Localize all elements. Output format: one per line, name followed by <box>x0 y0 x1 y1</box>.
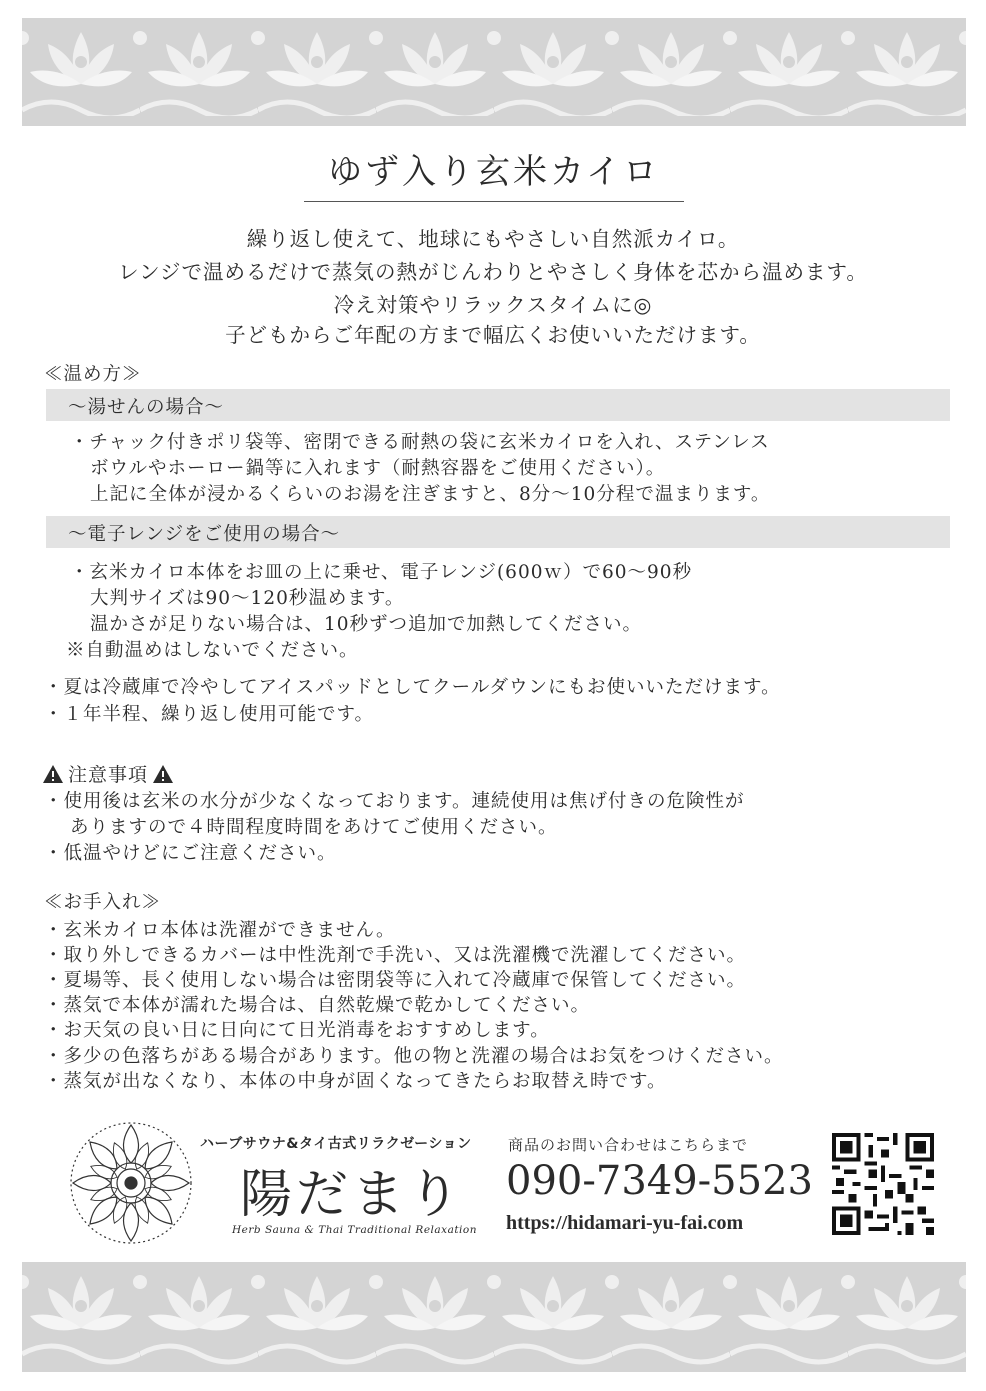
microwave-line-4: ※自動温めはしないでください。 <box>66 640 359 661</box>
caution-line-2: ありますので４時間程度時間をあけてご使用ください。 <box>70 817 558 838</box>
page-title: ゆず入り玄米カイロ <box>304 144 684 202</box>
bath-line-2: ボウルやホーロー鍋等に入れます（耐熱容器をご使用ください）。 <box>90 458 666 479</box>
care-heading: ≪お手入れ≫ <box>44 892 162 913</box>
bath-method-bar <box>46 389 950 421</box>
microwave-line-3: 温かさが足りない場合は、10秒ずつ追加で加熱してください。 <box>90 614 643 635</box>
care-line-6: ・多少の色落ちがある場合があります。他の物と洗濯の場合はお気をつけください。 <box>44 1046 784 1067</box>
warning-icon <box>152 764 174 784</box>
care-line-5: ・お天気の良い日に日向にて日光消毒をおすすめします。 <box>44 1020 550 1041</box>
bath-method-label: 〜湯せんの場合〜 <box>68 397 225 418</box>
top-decorative-band <box>22 18 966 126</box>
shop-english-name: Herb Sauna & Thai Traditional Relaxation <box>232 1224 477 1236</box>
microwave-method-label: 〜電子レンジをご使用の場合〜 <box>68 524 341 545</box>
note-line-1: ・夏は冷蔵庫で冷やしてアイスパッドとしてクールダウンにもお使いいただけます。 <box>44 677 781 698</box>
website-link[interactable]: https://hidamari-yu-fai.com <box>506 1212 744 1234</box>
microwave-line-2: 大判サイズは90〜120秒温めます。 <box>90 588 405 609</box>
note-line-2: ・１年半程、繰り返し使用可能です。 <box>44 704 375 725</box>
care-line-4: ・蒸気で本体が濡れた場合は、自然乾燥で乾かしてください。 <box>44 995 591 1016</box>
bath-line-3: 上記に全体が浸かるくらいのお湯を注ぎますと、8分〜10分程で温まります。 <box>90 484 771 505</box>
shop-tagline: ハーブサウナ&タイ古式リラクゼーション <box>200 1136 472 1152</box>
bottom-decorative-band <box>22 1262 966 1372</box>
caution-line-1: ・使用後は玄米の水分が少なくなっております。連続使用は焦げ付きの危険性が <box>44 791 745 812</box>
intro-line-2: レンジで温めるだけで蒸気の熱がじんわりとやさしく身体を芯から温めます。 <box>118 260 868 284</box>
shop-name: 陽だまり <box>240 1165 465 1225</box>
intro-line-3: 冷え対策やリラックスタイムに◎ <box>333 293 653 317</box>
caution-line-3: ・低温やけどにご注意ください。 <box>44 843 337 864</box>
caution-heading-label: 注意事項 <box>68 764 149 786</box>
care-line-2: ・取り外しできるカバーは中性洗剤で手洗い、又は洗濯機で洗濯してください。 <box>44 945 747 966</box>
warming-heading: ≪温め方≫ <box>44 364 142 385</box>
care-line-3: ・夏場等、長く使用しない場合は密閉袋等に入れて冷蔵庫で保管してください。 <box>44 970 747 991</box>
intro-line-1: 繰り返し使えて、地球にもやさしい自然派カイロ。 <box>246 227 740 251</box>
intro-line-4: 子どもからご年配の方まで幅広くお使いいただけます。 <box>225 323 761 347</box>
care-line-1: ・玄米カイロ本体は洗濯ができません。 <box>44 920 396 941</box>
qr-code-icon[interactable] <box>832 1133 934 1235</box>
contact-label: 商品のお問い合わせはこちらまで <box>508 1136 749 1154</box>
microwave-line-1: ・玄米カイロ本体をお皿の上に乗せ、電子レンジ(600ｗ）で60〜90秒 <box>70 562 693 583</box>
microwave-method-bar <box>46 516 950 548</box>
warning-icon <box>42 764 64 784</box>
mandala-logo-icon <box>68 1120 194 1246</box>
phone-number[interactable]: 090-7349-5523 <box>506 1158 813 1204</box>
caution-heading <box>42 760 174 787</box>
bath-line-1: ・チャック付きポリ袋等、密閉できる耐熱の袋に玄米カイロを入れ、ステンレス <box>70 432 770 453</box>
care-line-7: ・蒸気が出なくなり、本体の中身が固くなってきたらお取替え時です。 <box>44 1071 667 1092</box>
